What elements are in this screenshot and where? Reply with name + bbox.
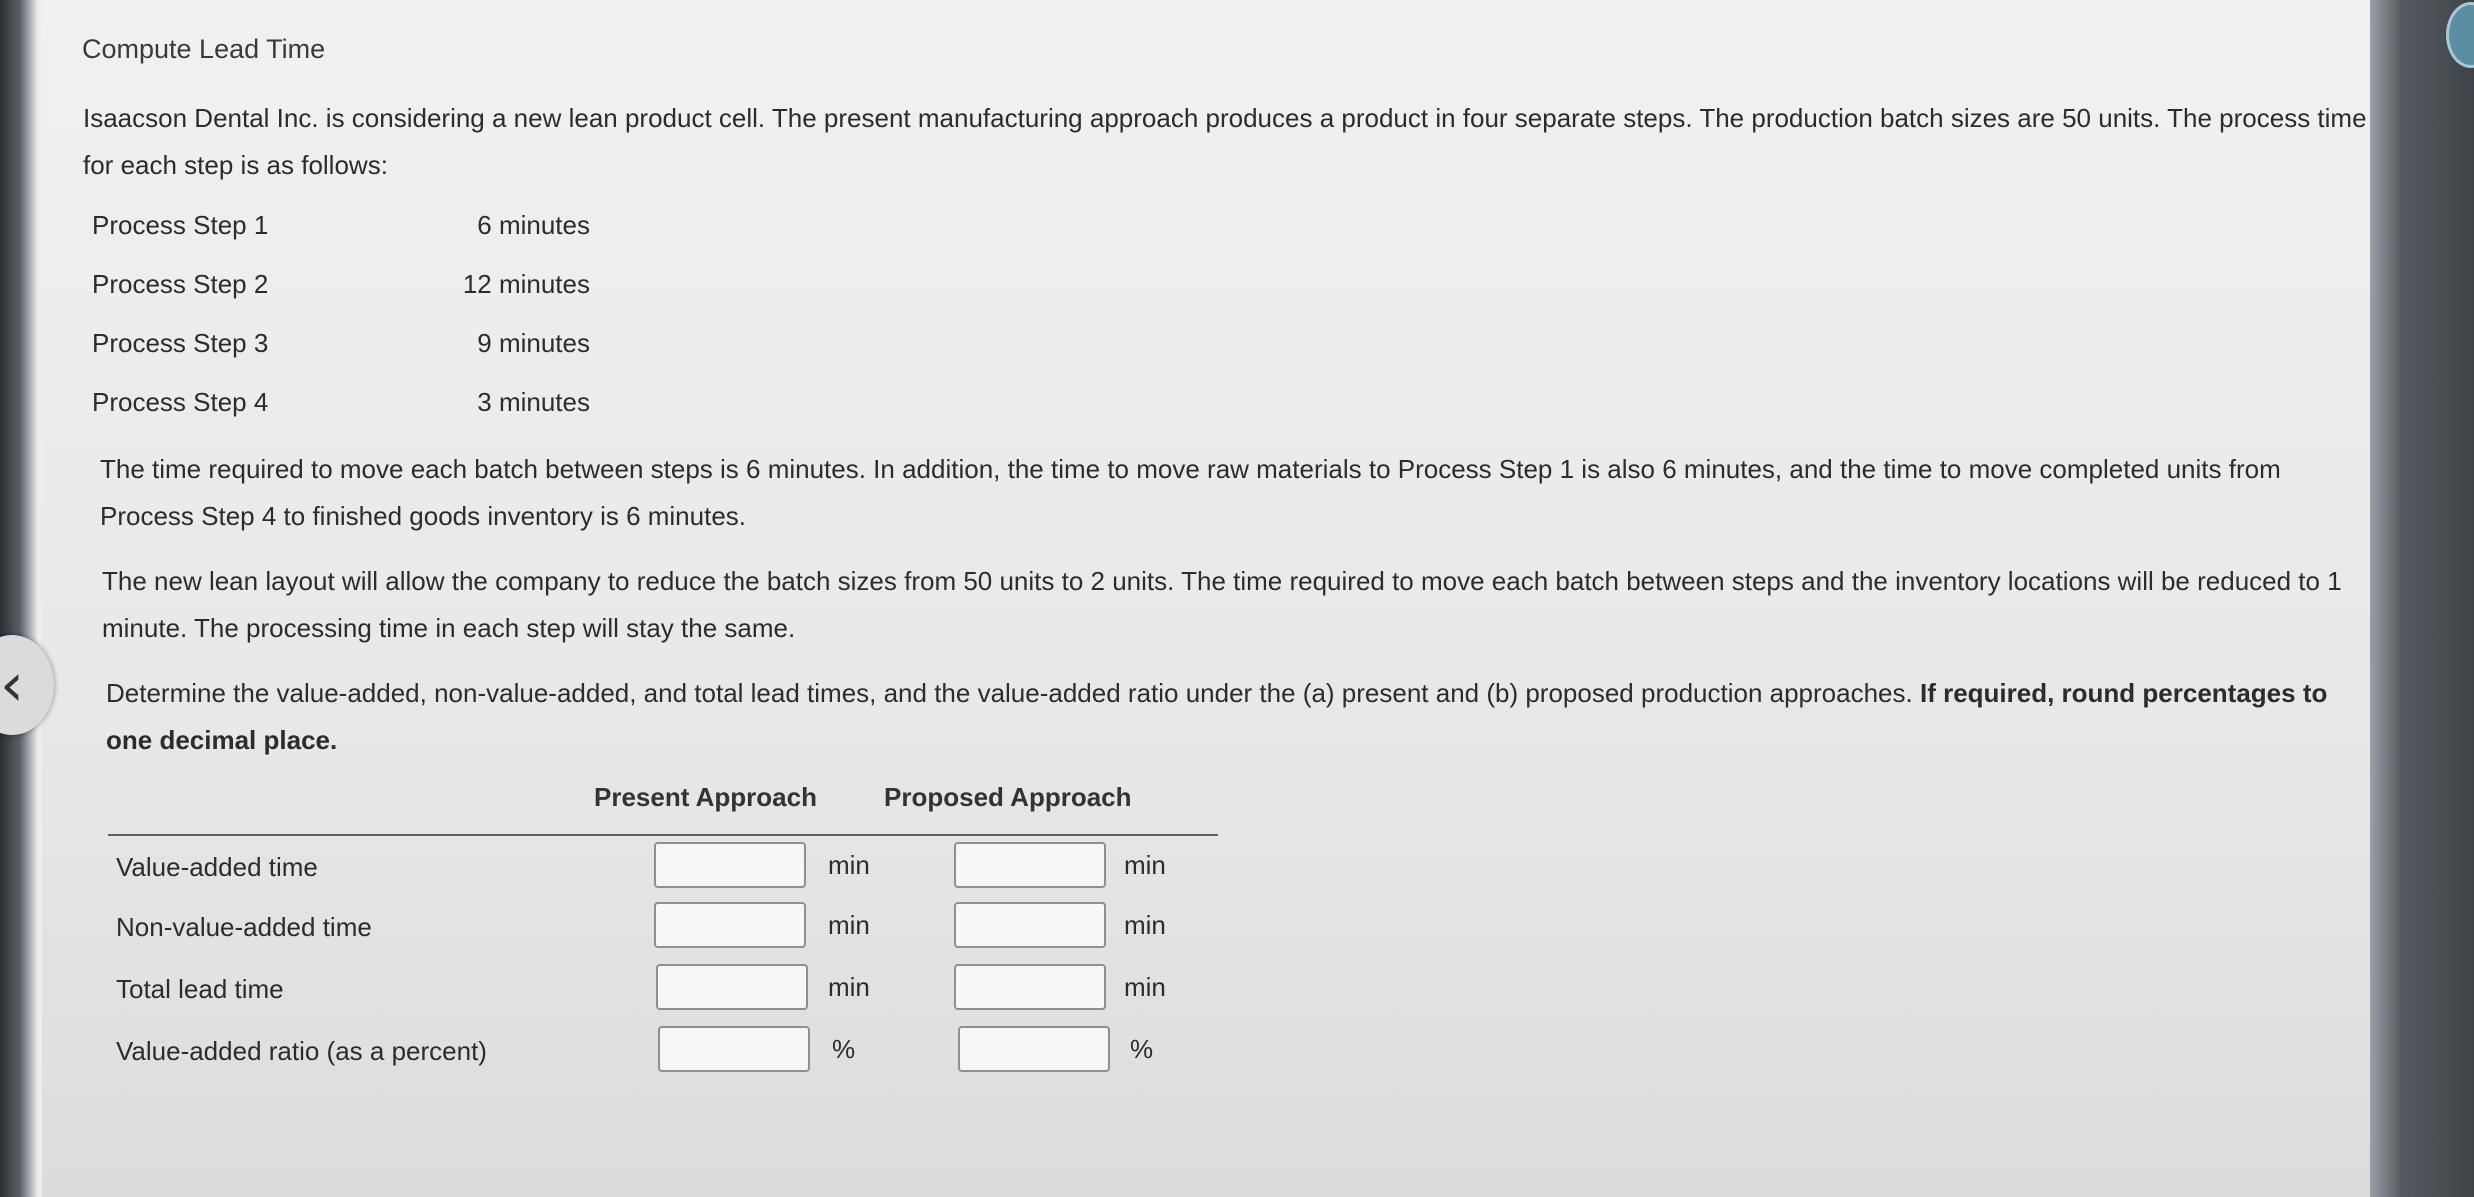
step-time: 12 minutes (462, 269, 590, 299)
step-time: 9 minutes (477, 328, 590, 358)
present-approach-header: Present Approach (594, 782, 817, 812)
unit-label: min (1124, 972, 1166, 1002)
instruction-paragraph (106, 670, 2346, 764)
unit-label: min (1124, 850, 1166, 880)
step-time: 3 minutes (477, 387, 590, 417)
non-value-added-time-label: Non-value-added time (116, 912, 372, 942)
question-panel (42, 0, 2370, 1197)
value-added-time-proposed-input[interactable] (954, 842, 1106, 888)
step-name: Process Step 2 (92, 269, 269, 299)
total-lead-time-label: Total lead time (116, 974, 284, 1004)
total-lead-time-present-input[interactable] (656, 964, 808, 1010)
step-time: 6 minutes (477, 210, 590, 240)
value-added-time-label: Value-added time (116, 852, 318, 882)
step-name: Process Step 1 (92, 210, 269, 240)
unit-label: min (828, 910, 870, 940)
non-value-added-time-present-input[interactable] (654, 902, 806, 948)
table-row (108, 964, 1218, 1024)
unit-label: min (1124, 910, 1166, 940)
value-added-ratio-label: Value-added ratio (as a percent) (116, 1036, 487, 1066)
lean-layout-paragraph: The new lean layout will allow the company to reduce the batch sizes from 50 units to 2 units. The time required to move each batch between steps and the inventory locations will be reduced to 1 minute. The processing time in each step will stay the same. (102, 566, 2342, 643)
unit-label: min (828, 850, 870, 880)
step-name: Process Step 4 (92, 387, 269, 417)
table-row (108, 902, 1218, 962)
unit-label: % (832, 1034, 856, 1064)
value-added-time-present-input[interactable] (654, 842, 806, 888)
header-divider (108, 834, 1218, 836)
right-edge-bar (2370, 0, 2474, 1197)
step-name: Process Step 3 (92, 328, 269, 358)
instruction-text: Determine the value-added, non-value-added, and total lead times, and the value-added ratio under the (a) present and (b) proposed production approaches. (106, 678, 1913, 708)
proposed-approach-header: Proposed Approach (884, 782, 1132, 812)
move-time-paragraph: The time required to move each batch between steps is 6 minutes. In addition, the time to move raw materials to Process Step 1 is also 6 minutes, and the time to move completed units from Process Step 4 to finished goods inventory is 6 minutes. (100, 454, 2281, 531)
rounding-note: If required, round percentages to one decimal place. (106, 678, 2328, 755)
intro-paragraph: Isaacson Dental Inc. is considering a new lean product cell. The present manufacturing approach produces a product in four separate steps. The production batch sizes are 50 units. The process time for each step is as follows: (83, 103, 2367, 180)
page-title: Compute Lead Time (82, 34, 326, 64)
table-row (108, 842, 1218, 902)
unit-label: % (1130, 1034, 1154, 1064)
value-added-ratio-proposed-input[interactable] (958, 1026, 1110, 1072)
unit-label: min (828, 972, 870, 1002)
back-chevron-icon[interactable]: ‹ (0, 635, 54, 735)
total-lead-time-proposed-input[interactable] (954, 964, 1106, 1010)
value-added-ratio-present-input[interactable] (658, 1026, 810, 1072)
table-row (108, 1026, 1218, 1086)
non-value-added-time-proposed-input[interactable] (954, 902, 1106, 948)
